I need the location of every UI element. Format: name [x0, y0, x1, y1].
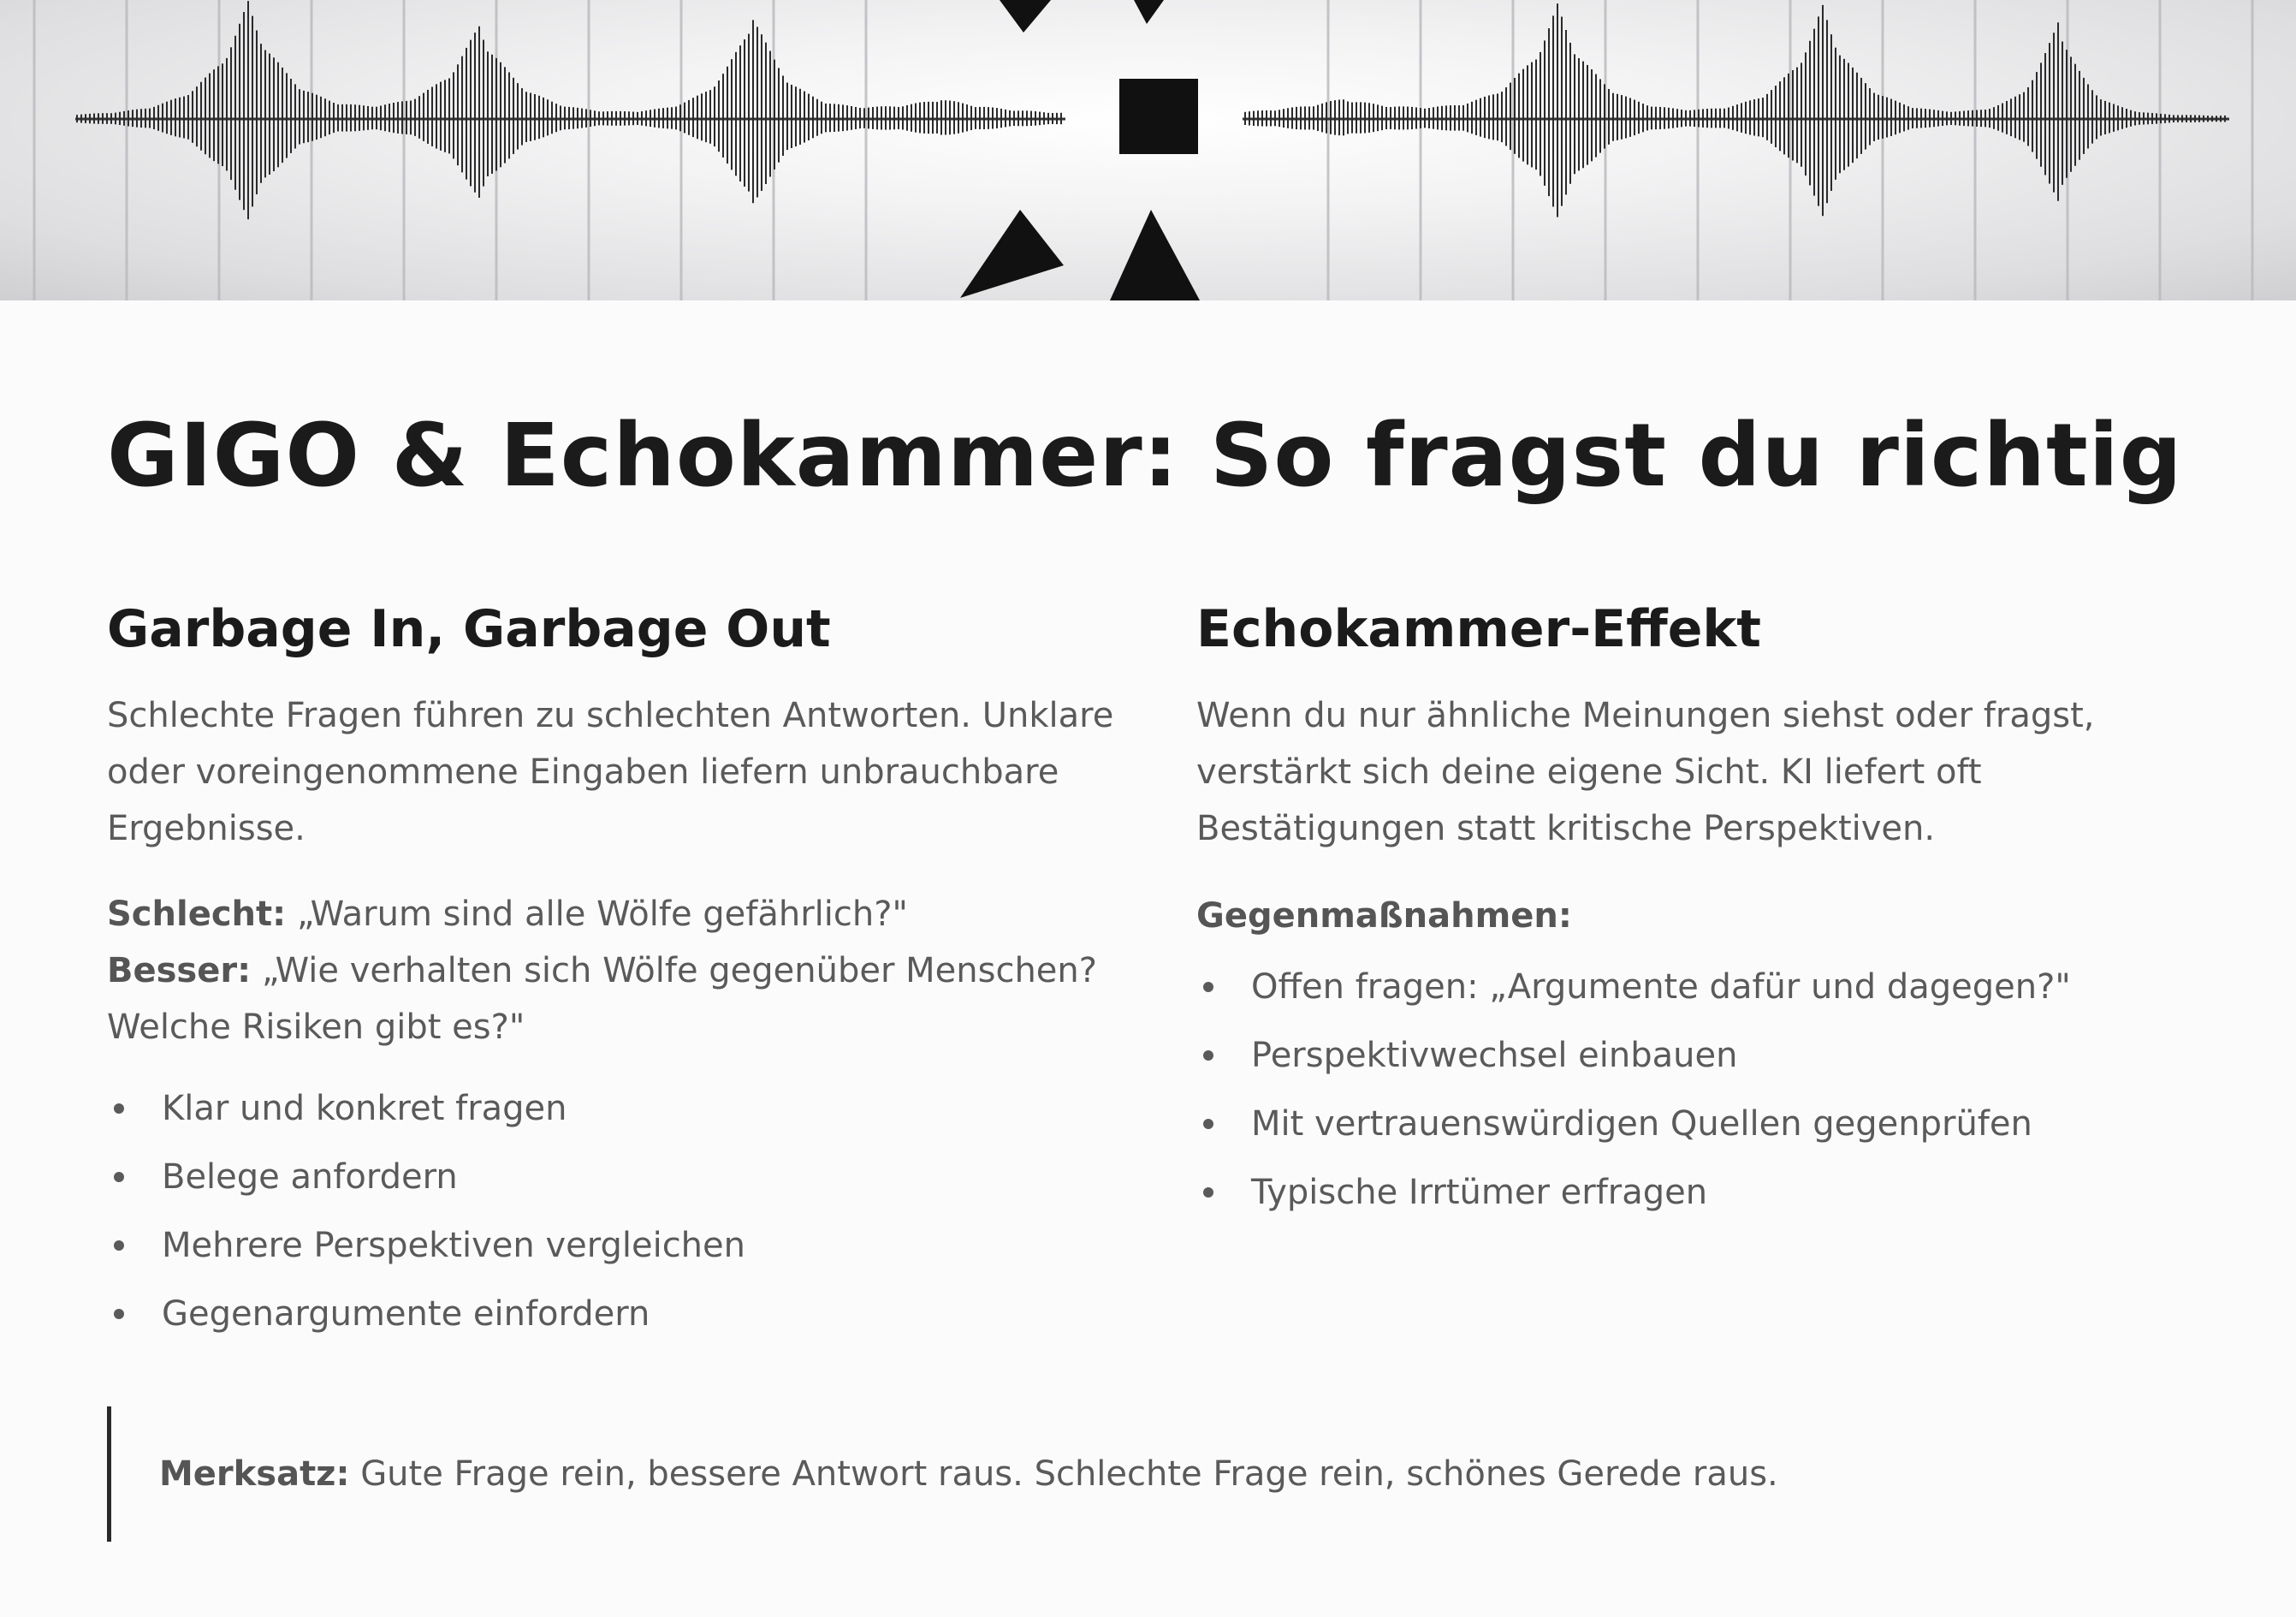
header-banner-image — [0, 0, 2296, 300]
bullet-icon — [114, 1309, 124, 1319]
list-item-text: Offen fragen: „Argumente dafür und dagegen?" — [1251, 967, 2071, 1007]
list-item — [107, 1085, 1117, 1132]
question-examples — [107, 886, 1117, 1055]
page-title: GIGO & Echokammer: So fragst du richtig — [107, 405, 2183, 507]
triangle-icon — [1134, 0, 1164, 24]
bad-example-label: Schlecht: — [107, 895, 287, 934]
gigo-section — [107, 595, 1117, 1358]
list-item — [1196, 1031, 2206, 1079]
echo-chamber-paragraph: Wenn du nur ähnliche Meinungen siehst oder fragst, verstärkt sich deine eigene Sicht. KI liefert oft Bestätigungen statt kritische Perspektiven. — [1196, 696, 2095, 848]
list-item-text: Belege anfordern — [162, 1157, 458, 1197]
countermeasures-label: Gegenmaßnahmen: — [1196, 896, 1572, 936]
bullet-icon — [114, 1172, 124, 1182]
merksatz-body: Gute Frage rein, bessere Antwort raus. Schlechte Frage rein, schönes Gerede raus. — [360, 1454, 1778, 1494]
list-item-text: Klar und konkret fragen — [162, 1089, 567, 1128]
bad-example-text: „Warum sind alle Wölfe gefährlich?" — [296, 895, 908, 934]
gigo-paragraph: Schlechte Fragen führen zu schlechten Antworten. Unklare oder voreingenommene Eingaben liefern unbrauchbare Ergebnisse. — [107, 696, 1114, 848]
list-item — [1196, 963, 2206, 1011]
list-item-text: Perspektivwechsel einbauen — [1251, 1036, 1738, 1075]
better-example-text: „Wie verhalten sich Wölfe gegenüber Menschen? Welche Risiken gibt es?" — [107, 951, 1097, 1047]
list-item-text: Mehrere Perspektiven vergleichen — [162, 1226, 745, 1265]
bad-example — [107, 886, 1117, 942]
list-item — [107, 1153, 1117, 1201]
square-icon — [1119, 79, 1198, 154]
merksatz-label: Merksatz: — [159, 1454, 350, 1494]
triangle-icon — [1110, 210, 1200, 300]
merksatz-callout — [107, 1406, 2079, 1542]
waveform-right — [1245, 3, 2225, 217]
bullet-icon — [114, 1240, 124, 1251]
triangle-icon — [1000, 0, 1051, 33]
list-item — [107, 1290, 1117, 1338]
list-item-text: Typische Irrtümer erfragen — [1251, 1173, 1708, 1212]
countermeasures-list — [1196, 963, 2206, 1216]
gigo-heading: Garbage In, Garbage Out — [107, 599, 831, 659]
list-item — [1196, 1100, 2206, 1148]
waveform-left — [77, 1, 1061, 219]
gigo-tips-list — [107, 1085, 1117, 1338]
sound-waveform-graphic — [0, 0, 2296, 300]
list-item-text: Mit vertrauenswürdigen Quellen gegenprüfen — [1251, 1104, 2032, 1144]
echo-chamber-heading: Echokammer-Effekt — [1196, 599, 1761, 659]
triangle-icon — [960, 210, 1064, 298]
list-item-text: Gegenargumente einfordern — [162, 1294, 650, 1334]
bullet-icon — [1203, 982, 1213, 992]
list-item — [107, 1222, 1117, 1269]
better-example-label: Besser: — [107, 951, 252, 990]
bullet-icon — [1203, 1119, 1213, 1129]
bullet-icon — [1203, 1187, 1213, 1198]
bullet-icon — [114, 1103, 124, 1114]
better-example — [107, 942, 1117, 1055]
merksatz-text — [159, 1450, 1778, 1498]
bullet-icon — [1203, 1050, 1213, 1061]
list-item — [1196, 1168, 2206, 1216]
echo-chamber-section — [1196, 595, 2206, 1237]
